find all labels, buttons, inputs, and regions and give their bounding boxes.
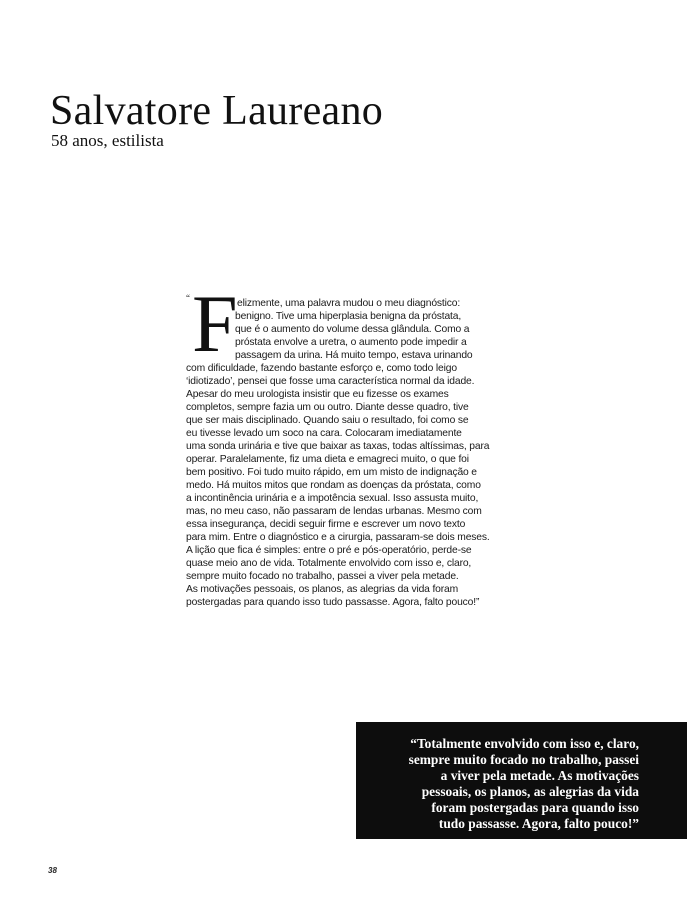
pull-quote-line: foram postergadas para quando isso xyxy=(431,800,639,815)
article-line: completos, sempre fazia um ou outro. Diante desse quadro, tive xyxy=(186,402,469,413)
page-number: 38 xyxy=(48,866,57,875)
drop-cap-letter: F xyxy=(192,278,238,369)
article-line: eu tivesse levado um soco na cara. Colocaram imediatamente xyxy=(186,428,462,439)
article-line: que ser mais disciplinado. Quando saiu o resultado, foi como se xyxy=(186,415,469,426)
pull-quote-box xyxy=(356,722,687,839)
pull-quote-line: pessoais, os planos, as alegrias da vida xyxy=(421,784,639,799)
article-line: quase meio ano de vida. Totalmente envolvido com isso e, claro, xyxy=(186,558,472,569)
article-line: A lição que fica é simples: entre o pré e pós-operatório, perde-se xyxy=(186,545,472,556)
article-line: sempre muito focado no trabalho, passei a viver pela metade. xyxy=(186,571,459,582)
pull-quote-line: “Totalmente envolvido com isso e, claro, xyxy=(410,736,639,751)
pull-quote-line: sempre muito focado no trabalho, passei xyxy=(408,752,639,767)
article-line: benigno. Tive uma hiperplasia benigna da próstata, xyxy=(235,311,462,322)
article-body xyxy=(186,278,506,613)
article-line: medo. Há muitos mitos que rondam as doenças da próstata, como xyxy=(186,480,481,491)
article-line: passagem da urina. Há muito tempo, estava urinando xyxy=(235,350,473,361)
article-line: mas, no meu caso, não passaram de lendas urbanas. Mesmo com xyxy=(186,506,482,517)
article-line: próstata envolve a uretra, o aumento pode impedir a xyxy=(235,337,467,348)
person-subtitle: 58 anos, estilista xyxy=(51,131,164,150)
article-line: ‘idiotizado’, pensei que fosse uma característica normal da idade. xyxy=(186,376,475,387)
article-line: essa insegurança, decidi seguir firme e escrever um novo texto xyxy=(186,519,466,530)
article-line: elizmente, uma palavra mudou o meu diagnóstico: xyxy=(237,298,461,309)
article-line: As motivações pessoais, os planos, as alegrias da vida foram xyxy=(186,584,459,595)
article-line: que é o aumento do volume dessa glândula. Como a xyxy=(235,324,470,335)
article-line: a incontinência urinária e a impotência sexual. Isso assusta muito, xyxy=(186,493,479,504)
article-line: operar. Paralelamente, fiz uma dieta e emagreci muito, o que foi xyxy=(186,454,469,465)
article-line: Apesar do meu urologista insistir que eu fizesse os exames xyxy=(186,389,449,400)
pull-quote-line: a viver pela metade. As motivações xyxy=(440,768,639,783)
article-line: uma sonda urinária e tive que baixar as taxas, todas altíssimas, para xyxy=(186,441,490,452)
person-name-title: Salvatore Laureano xyxy=(50,88,384,134)
article-line: com dificuldade, fazendo bastante esforço e, como todo leigo xyxy=(186,363,457,374)
pull-quote-line: tudo passasse. Agora, falto pouco!” xyxy=(438,816,639,831)
article-line: postergadas para quando isso tudo passasse. Agora, falto pouco!” xyxy=(186,597,480,608)
article-line: para mim. Entre o diagnóstico e a cirurgia, passaram-se dois meses. xyxy=(186,532,490,543)
opening-quote-mark: “ xyxy=(186,293,190,303)
article-line: bem positivo. Foi tudo muito rápido, em um misto de indignação e xyxy=(186,467,477,478)
